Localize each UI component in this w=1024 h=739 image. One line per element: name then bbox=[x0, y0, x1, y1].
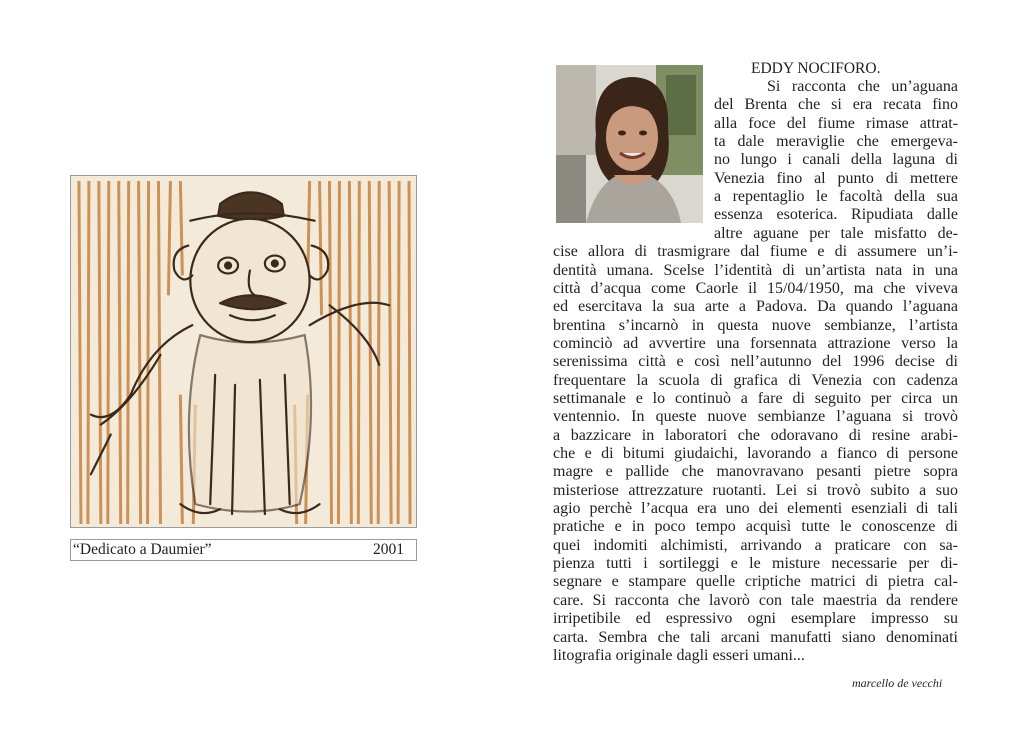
story-line: a repentaglio le facoltà della sua bbox=[714, 188, 958, 206]
story-line: settimanale e lo continuò a fare di seguito per circa un bbox=[553, 389, 958, 407]
story-line: alla foce del fiume rimase attrat- bbox=[714, 114, 958, 132]
story-line: magre e pallide che manovravano pesanti pietre sopra bbox=[553, 463, 958, 481]
story-line: altre aguane per tale misfatto de- bbox=[714, 224, 958, 242]
story-line: pienza tutti i sortileggi e le misture necessarie per di- bbox=[553, 555, 958, 573]
story-line: brentina s’incarnò in questa nuove sembianze, l’artista bbox=[553, 316, 958, 334]
portrait-photo bbox=[556, 65, 703, 223]
author-name: EDDY NOCIFORO. bbox=[751, 60, 881, 77]
story-line: dentità umana. Scelse l’identità di un’artista nata in una bbox=[553, 261, 958, 279]
story-line: serenissima città e così nell’autunno del 1996 decise di bbox=[553, 353, 958, 371]
story-line: care. Si racconta che lavorò con tale maestria da rendere bbox=[553, 591, 958, 609]
signature: marcello de vecchi bbox=[852, 676, 943, 690]
story-line: segnare e stampare quelle criptiche matrici di pietra cal- bbox=[553, 573, 958, 591]
author-portrait bbox=[556, 65, 703, 223]
story-line: agio perchè l’acqua era uno dei elementi esenziali di tali bbox=[553, 500, 958, 518]
story-line: no lungo i canali della laguna di bbox=[714, 151, 958, 169]
story-line: Si racconta che un’aguana bbox=[767, 78, 958, 95]
story-line: frequentare la scuola di grafica di Venezia con cadenza bbox=[553, 371, 958, 389]
artwork-year: 2001 bbox=[373, 541, 404, 558]
story-line: ventennio. In queste nuove sembianze l’aguana si trovò bbox=[553, 408, 958, 426]
artwork-image bbox=[70, 175, 417, 528]
artwork-illustration bbox=[71, 176, 416, 527]
story-line: essenza esoterica. Ripudiata dalle bbox=[714, 206, 958, 224]
story-line: pratiche e in poco tempo acquisì tutte le conoscenze di bbox=[553, 518, 958, 536]
story-line: Venezia fino al punto di mettere bbox=[714, 169, 958, 187]
story-line: a bazzicare in laboratori che odoravano di resine arabi- bbox=[553, 426, 958, 444]
story-line: misteriose attrezzature ruotanti. Lei si trovò subito a suo bbox=[553, 481, 958, 499]
story-line: cominciò ad avvertire una forsennata attrazione verso la bbox=[553, 334, 958, 352]
story-line: che e di bitumi giudaichi, lavorando a fianco di persone bbox=[553, 445, 958, 462]
story-line: ed esercitava la sua arte a Padova. Da quando l’aguana bbox=[553, 298, 958, 316]
story-line: cise allora di trasmigrare dal fiume e di assumere un’i- bbox=[553, 243, 958, 261]
story-line: carta. Sembra che tali arcani manufatti siano denominati bbox=[553, 628, 958, 646]
story-line: quei indomiti alchimisti, arrivando a praticare con sa- bbox=[553, 536, 958, 554]
artwork-caption bbox=[70, 539, 417, 561]
story-line: irripetibile ed espressivo ogni esemplare impresso su bbox=[553, 610, 958, 628]
story-line: città d’acqua come Caorle il 15/04/1950, ma che viveva bbox=[553, 279, 958, 297]
artwork-title: “Dedicato a Daumier” bbox=[73, 541, 212, 558]
story-line: ta dale meraviglie che emergeva- bbox=[714, 133, 958, 151]
story-line: litografia originale dagli esseri umani... bbox=[553, 646, 805, 664]
story-line: del Brenta che si era recata fino bbox=[714, 96, 958, 114]
